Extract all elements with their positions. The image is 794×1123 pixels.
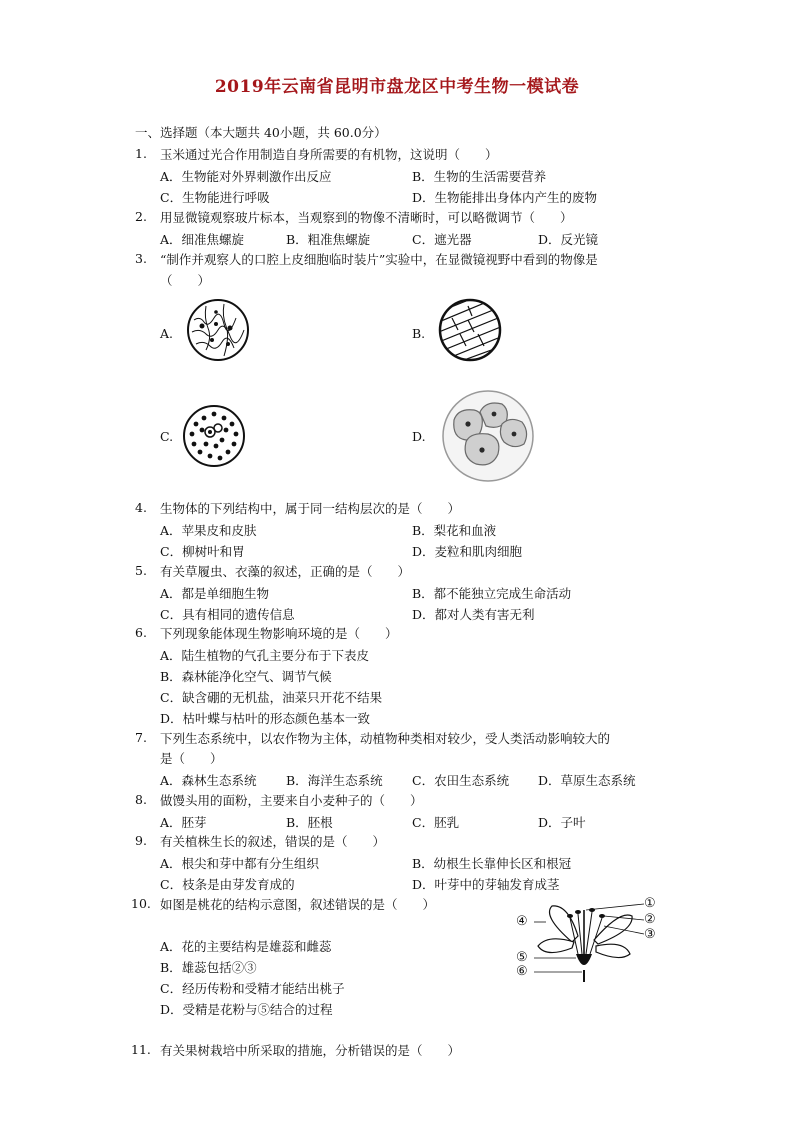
option-a[interactable]: A．细准焦螺旋 <box>160 232 245 247</box>
option-b[interactable]: B．梨花和血液 <box>412 523 497 538</box>
question-text: 有关草履虫、衣藻的叙述，正确的是（ ） <box>160 564 411 579</box>
option-b[interactable]: B．雄蕊包括②③ <box>160 960 257 975</box>
option-a[interactable]: A．花的主要结构是雄蕊和雌蕊 <box>160 939 332 954</box>
page-title: 2019年云南省昆明市盘龙区中考生物一模试卷 <box>214 77 580 97</box>
option-c[interactable]: C．农田生态系统 <box>412 773 510 788</box>
option-c[interactable]: C．枝条是由芽发育成的 <box>160 877 295 892</box>
option-c[interactable]: C．柳树叶和胃 <box>160 544 245 559</box>
question-number: 1. <box>135 146 147 161</box>
cheek-epidermal-cells-image[interactable] <box>436 390 540 485</box>
option-c[interactable]: C．缺含硼的无机盐，油菜只开花不结果 <box>160 690 383 705</box>
label-6: ⑥ <box>516 964 528 979</box>
option-b[interactable]: B．幼根生长靠伸长区和根冠 <box>412 856 572 871</box>
label-4: ④ <box>516 914 528 929</box>
option-b[interactable]: B．胚根 <box>286 815 333 830</box>
question-text: 下列生态系统中，以农作物为主体，动植物种类相对较少，受人类活动影响较大的 <box>160 731 611 746</box>
option-d[interactable]: D．叶芽中的芽轴发育成茎 <box>412 877 560 892</box>
label-5: ⑤ <box>516 950 528 965</box>
question-text-cont: 是（ ） <box>160 751 223 766</box>
option-b[interactable]: B．生物的生活需要营养 <box>412 169 547 184</box>
question-text: “制作并观察人的口腔上皮细胞临时装片”实验中，在显微镜视野中看到的物像是 <box>160 252 598 267</box>
option-b[interactable]: B．森林能净化空气、调节气候 <box>160 669 332 684</box>
question-text: 玉米通过光合作用制造自身所需要的有机物，这说明（ ） <box>160 147 498 162</box>
onion-epidermis-cells-image[interactable] <box>186 298 250 365</box>
option-a[interactable]: A．森林生态系统 <box>160 773 257 788</box>
question-number: 8. <box>135 792 147 807</box>
question-text: 如图是桃花的结构示意图，叙述错误的是（ ） <box>160 897 436 912</box>
option-c[interactable]: C．胚乳 <box>412 815 460 830</box>
option-a[interactable]: A．根尖和芽中都有分生组织 <box>160 856 320 871</box>
option-c[interactable]: C．遮光器 <box>412 232 472 247</box>
question-text: 有关植株生长的叙述，错误的是（ ） <box>160 834 386 849</box>
option-c[interactable]: C. <box>160 429 174 444</box>
question-text: 用显微镜观察玻片标本，当观察到的物像不清晰时，可以略微调节（ ） <box>160 210 573 225</box>
option-c[interactable]: C．生物能进行呼吸 <box>160 190 270 205</box>
option-c[interactable]: C．具有相同的遗传信息 <box>160 607 295 622</box>
option-a[interactable]: A. <box>160 326 174 341</box>
option-a[interactable]: A．生物能对外界刺激作出反应 <box>160 169 332 184</box>
question-text: 做馒头用的面粉，主要来自小麦种子的（ ） <box>160 793 423 808</box>
option-d[interactable]: D．草原生态系统 <box>538 773 636 788</box>
question-number: 11. <box>131 1042 151 1057</box>
option-a[interactable]: A．苹果皮和皮肤 <box>160 523 257 538</box>
option-c[interactable]: C．经历传粉和受精才能结出桃子 <box>160 981 345 996</box>
option-a[interactable]: A．陆生植物的气孔主要分布于下表皮 <box>160 648 370 663</box>
option-b[interactable]: B. <box>412 326 426 341</box>
option-b[interactable]: B．海洋生态系统 <box>286 773 383 788</box>
question-number: 5. <box>135 563 147 578</box>
option-b[interactable]: B．粗准焦螺旋 <box>286 232 371 247</box>
question-number: 7. <box>135 730 147 745</box>
question-number: 10. <box>131 896 151 911</box>
label-2: ② <box>644 912 656 927</box>
option-d[interactable]: D．麦粒和肌肉细胞 <box>412 544 523 559</box>
option-d[interactable]: D．受精是花粉与⑤结合的过程 <box>160 1002 333 1017</box>
peach-flower-diagram <box>512 896 688 985</box>
option-d[interactable]: D．子叶 <box>538 815 586 830</box>
question-number: 3. <box>135 251 147 266</box>
option-a[interactable]: A．胚芽 <box>160 815 207 830</box>
question-number: 2. <box>135 209 147 224</box>
section-heading: 一、选择题（本大题共 40小题，共 60.0分） <box>135 125 387 140</box>
blood-smear-image[interactable] <box>182 404 246 471</box>
question-text: 有关果树栽培中所采取的措施，分析错误的是（ ） <box>160 1043 461 1058</box>
question-number: 4. <box>135 500 147 515</box>
option-d[interactable]: D．枯叶蝶与枯叶的形态颜色基本一致 <box>160 711 371 726</box>
question-text: 下列现象能体现生物影响环境的是（ ） <box>160 626 398 641</box>
option-d[interactable]: D．反光镜 <box>538 232 599 247</box>
option-a[interactable]: A．都是单细胞生物 <box>160 586 270 601</box>
question-text: 生物体的下列结构中，属于同一结构层次的是（ ） <box>160 501 461 516</box>
question-text-cont: （ ） <box>160 273 211 288</box>
label-1: ① <box>644 896 656 911</box>
question-number: 6. <box>135 625 147 640</box>
option-b[interactable]: B．都不能独立完成生命活动 <box>412 586 572 601</box>
option-d[interactable]: D. <box>412 429 426 444</box>
option-d[interactable]: D．生物能排出身体内产生的废物 <box>412 190 598 205</box>
label-3: ③ <box>644 927 656 942</box>
plant-cells-image[interactable] <box>438 298 502 365</box>
question-number: 9. <box>135 833 147 848</box>
option-d[interactable]: D．都对人类有害无利 <box>412 607 535 622</box>
